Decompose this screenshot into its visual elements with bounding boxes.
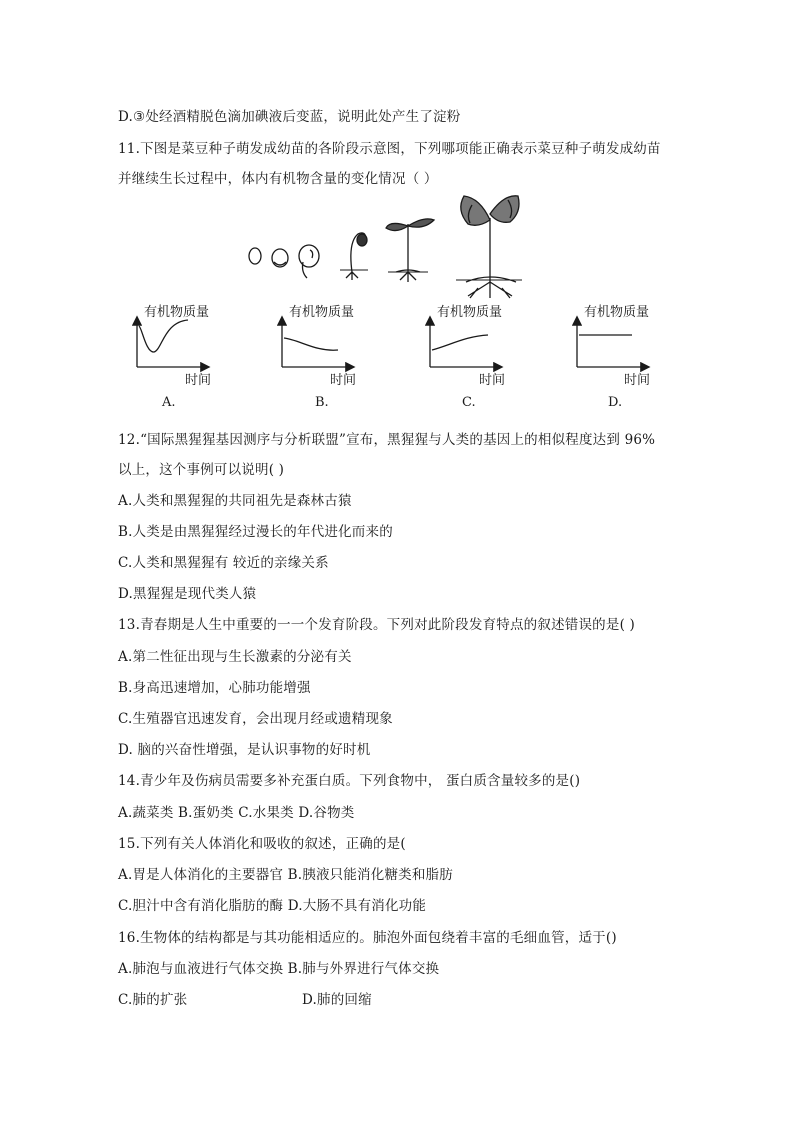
q16-stem: 16.生物体的结构都是与其功能相适应的。肺泡外面包绕着丰富的毛细血管，适于(): [118, 930, 617, 946]
q12-option-d: D.黑猩猩是现代类人猿: [118, 586, 257, 602]
germination-stages-illustration: [249, 196, 522, 298]
seed-germination-figure: [0, 0, 794, 420]
graph-d-xlabel: 时间: [624, 373, 651, 388]
graph-c-ylabel: 有机物质量: [437, 305, 503, 320]
q13-option-d: D. 脑的兴奋性增强，是认识事物的好时机: [118, 742, 371, 758]
graph-b-xlabel: 时间: [330, 373, 357, 388]
q10-option-d: D.③处经酒精脱色滴加碘液后变蓝，说明此处产生了淀粉: [118, 109, 461, 125]
graph-option-c: [430, 318, 501, 367]
q14-stem: 14.青少年及伤病员需要多补充蛋白质。下列食物中， 蛋白质含量较多的是(): [118, 773, 581, 789]
graph-a-xlabel: 时间: [185, 373, 212, 388]
graph-b-ylabel: 有机物质量: [289, 305, 355, 320]
q15-options-cd: C.胆汁中含有消化脂肪的酶 D.大肠不具有消化功能: [118, 898, 427, 914]
graph-c-option: C.: [462, 395, 476, 410]
q13-stem: 13.青春期是人生中重要的一一个发育阶段。下列对此阶段发育特点的叙述错误的是( ): [118, 617, 635, 633]
graph-option-d: [577, 318, 648, 367]
graph-a-option: A.: [162, 395, 176, 410]
graph-option-b: [282, 318, 353, 367]
q16-options-ab: A.肺泡与血液进行气体交换 B.肺与外界进行气体交换: [118, 961, 440, 977]
trend-curve-a: [139, 320, 188, 352]
q13-option-a: A.第二性征出现与生长激素的分泌有关: [118, 649, 352, 665]
q13-option-b: B.身高迅速增加，心肺功能增强: [118, 680, 311, 696]
q16-option-d: D.肺的回缩: [302, 992, 372, 1008]
q11-stem-line2: 并继续生长过程中，体内有机物含量的变化情况（ ）: [118, 171, 438, 187]
q14-options: A.蔬菜类 B.蛋奶类 C.水果类 D.谷物类: [118, 805, 355, 821]
graph-d-option: D.: [608, 395, 623, 410]
q11-stem-line1: 11.下图是菜豆种子萌发成幼苗的各阶段示意图，下列哪项能正确表示菜豆种子萌发成幼苗: [118, 141, 661, 157]
q12-stem-line1: 12.“国际黑猩猩基因测序与分析联盟”宣布，黑猩猩与人类的基因上的相似程度达到 96%: [118, 432, 656, 448]
trend-curve-b: [284, 338, 338, 350]
q12-stem-line2: 以上，这个事例可以说明( ): [118, 462, 285, 478]
graph-a-ylabel: 有机物质量: [144, 305, 210, 320]
q13-option-c: C.生殖器官迅速发育，会出现月经或遗精现象: [118, 711, 393, 727]
graph-option-a: [137, 318, 208, 367]
q15-options-ab: A.胃是人体消化的主要器官 B.胰液只能消化糖类和脂肪: [118, 867, 453, 883]
q12-option-b: B.人类是由黑猩猩经过漫长的年代进化而来的: [118, 524, 393, 540]
trend-curve-c: [432, 335, 488, 350]
q16-option-c: C.肺的扩张: [118, 992, 188, 1008]
graph-b-option: B.: [315, 395, 329, 410]
q12-option-c: C.人类和黑猩猩有 较近的亲缘关系: [118, 555, 329, 571]
q15-stem: 15.下列有关人体消化和吸收的叙述，正确的是(: [118, 836, 406, 852]
q12-option-a: A.人类和黑猩猩的共同祖先是森林古猿: [118, 493, 352, 509]
graph-d-ylabel: 有机物质量: [584, 305, 650, 320]
graph-c-xlabel: 时间: [479, 373, 506, 388]
